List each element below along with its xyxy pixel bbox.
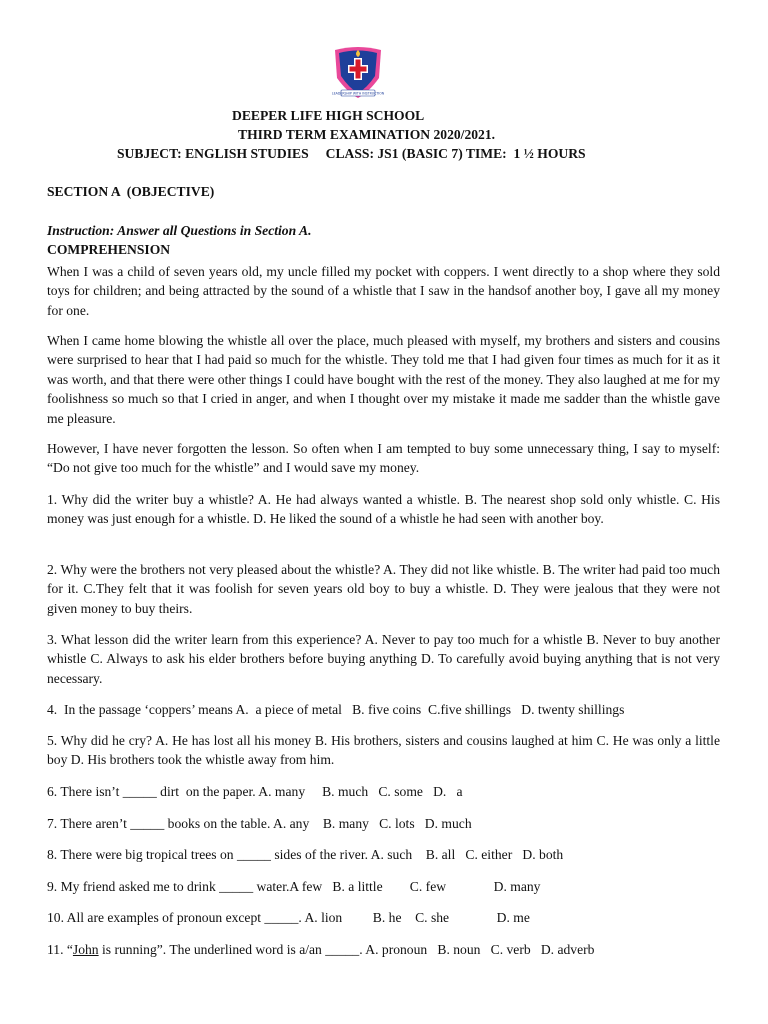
question-7: 7. There aren’t _____ books on the table. A. any B. many C. lots D. much	[47, 816, 472, 831]
question-10: 10. All are examples of pronoun except _____. A. lion B. he C. she D. me	[47, 910, 530, 925]
comprehension-title: COMPREHENSION	[47, 242, 171, 257]
question-3: 3. What lesson did the writer learn from this experience? A. Never to pay too much for a whistle B. Never to buy another whistle C. Always to ask his elder brothers before buying anything D. To carefully avoid buying anything that is not very necessary.	[47, 632, 720, 686]
question-11-underlined-word: John	[72, 942, 99, 957]
question-11	[47, 940, 594, 959]
instruction: Instruction: Answer all Questions in Section A.	[47, 223, 312, 238]
passage-paragraph-1: When I was a child of seven years old, my uncle filled my pocket with coppers. I went directly to a shop where they sold toys for children; and being attracted by the sound of a whistle that I saw in the handsof another boy, I gave all my money for one.	[47, 264, 720, 318]
subject-line: SUBJECT: ENGLISH STUDIES CLASS: JS1 (BASIC 7) TIME: 1 ½ HOURS	[117, 146, 586, 161]
question-8: 8. There were big tropical trees on _____ sides of the river. A. such B. all C. either D. both	[47, 847, 564, 862]
exam-title: THIRD TERM EXAMINATION 2020/2021.	[238, 127, 496, 142]
question-11-suffix: is running”. The underlined word is a/an _____. A. pronoun B. noun C. verb D. adverb	[98, 942, 595, 957]
question-9: 9. My friend asked me to drink _____ water.A few B. a little C. few D. many	[47, 879, 541, 894]
passage-paragraph-3: However, I have never forgotten the lesson. So often when I am tempted to buy some unnecessary thing, I say to myself: “Do not give too much for the whistle” and I would save my money.	[47, 441, 720, 476]
question-2: 2. Why were the brothers not very pleased about the whistle? A. They did not like whistle. B. The writer had paid too much for it. C.They felt that it was foolish for seven years old boy to buy a whistle. D. They were jealous that they were not given money to buy theirs.	[47, 562, 720, 616]
question-5: 5. Why did he cry? A. He has lost all his money B. His brothers, sisters and cousins laughed at him C. He was only a little boy D. His brothers took the whistle away from him.	[47, 733, 720, 768]
section-title: SECTION A (OBJECTIVE)	[47, 184, 215, 199]
school-name: DEEPER LIFE HIGH SCHOOL	[232, 108, 425, 123]
school-crest-logo	[329, 44, 387, 100]
passage-paragraph-2: When I came home blowing the whistle all over the place, much pleased with myself, my brothers and sisters and cousins were surprised to hear that I had paid so much for the whistle. They told me that I had given four times as much for it as it was worth, and that there were other things I could have bought with the rest of the money. They also laughed at me for my foolishness so much so that I cried in anger, and when I thought over my mistake it made me sadder than the whistle gave me pleasure.	[47, 333, 720, 426]
question-11-prefix: 11. “	[47, 942, 73, 957]
question-4: 4. In the passage ‘coppers’ means A. a piece of metal B. five coins C.five shillings D. twenty shillings	[47, 702, 625, 717]
question-1: 1. Why did the writer buy a whistle? A. He had always wanted a whistle. B. The nearest shop sold only whistle. C. His money was just enough for a whistle. D. He liked the sound of a whistle he had seen with another boy.	[47, 492, 720, 527]
question-6: 6. There isn’t _____ dirt on the paper. A. many B. much C. some D. a	[47, 784, 463, 799]
logo-motto: LEADERSHIP WITH INSTRUCTION	[331, 91, 385, 96]
